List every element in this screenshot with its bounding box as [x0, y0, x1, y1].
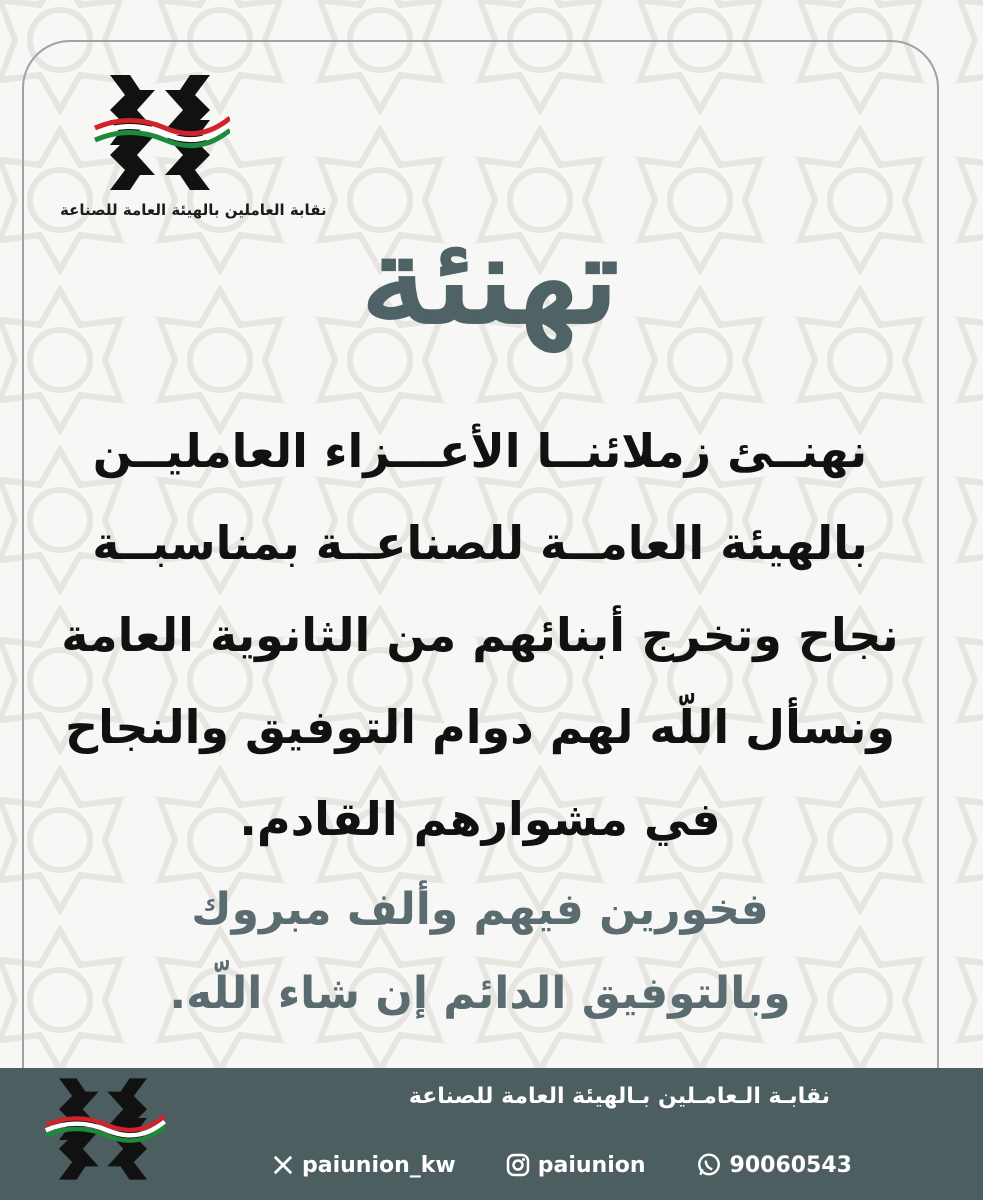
- headline-text: تهنئة: [360, 209, 620, 351]
- social-instagram[interactable]: [506, 1153, 646, 1178]
- social-links: [272, 1150, 852, 1180]
- x-icon: [272, 1154, 294, 1176]
- social-whatsapp[interactable]: [696, 1152, 852, 1178]
- footer-logo-icon: [38, 1074, 168, 1184]
- footer-org-name: نقابـة الـعامـلين بـالهيئة العامة للصناعة: [408, 1084, 830, 1109]
- social-x[interactable]: [272, 1153, 456, 1178]
- message-line: بالهيئة العامــة للصناعــة بمناسبــة: [92, 516, 868, 570]
- closing-message: [40, 868, 920, 1036]
- social-handle: paiunion_kw: [302, 1152, 456, 1178]
- message-line: نجاح وتخرج أبنائهم من الثانوية العامة: [61, 608, 899, 662]
- message-line: ونسأل اللّه لهم دوام التوفيق والنجاح: [64, 700, 896, 754]
- social-handle: 90060543: [729, 1152, 852, 1178]
- closing-line: فخورين فيهم وألف مبروك: [191, 884, 769, 935]
- gear-logo-icon: [90, 70, 230, 195]
- message-line: في مشوارهم القادم.: [239, 792, 721, 846]
- social-handle: paiunion: [537, 1152, 646, 1178]
- message-line: نهنــئ زملائنــا الأعـــزاء العامليــن: [92, 424, 868, 478]
- union-logo: [60, 70, 327, 219]
- logo-caption: نقابة العاملين بالهيئة العامة للصناعة: [60, 201, 327, 219]
- instagram-icon: [506, 1153, 530, 1177]
- whatsapp-icon: [696, 1152, 722, 1178]
- headline: [300, 170, 680, 390]
- closing-line: وبالتوفيق الدائم إن شاء اللّه.: [169, 968, 791, 1019]
- congratulation-message: [40, 405, 920, 865]
